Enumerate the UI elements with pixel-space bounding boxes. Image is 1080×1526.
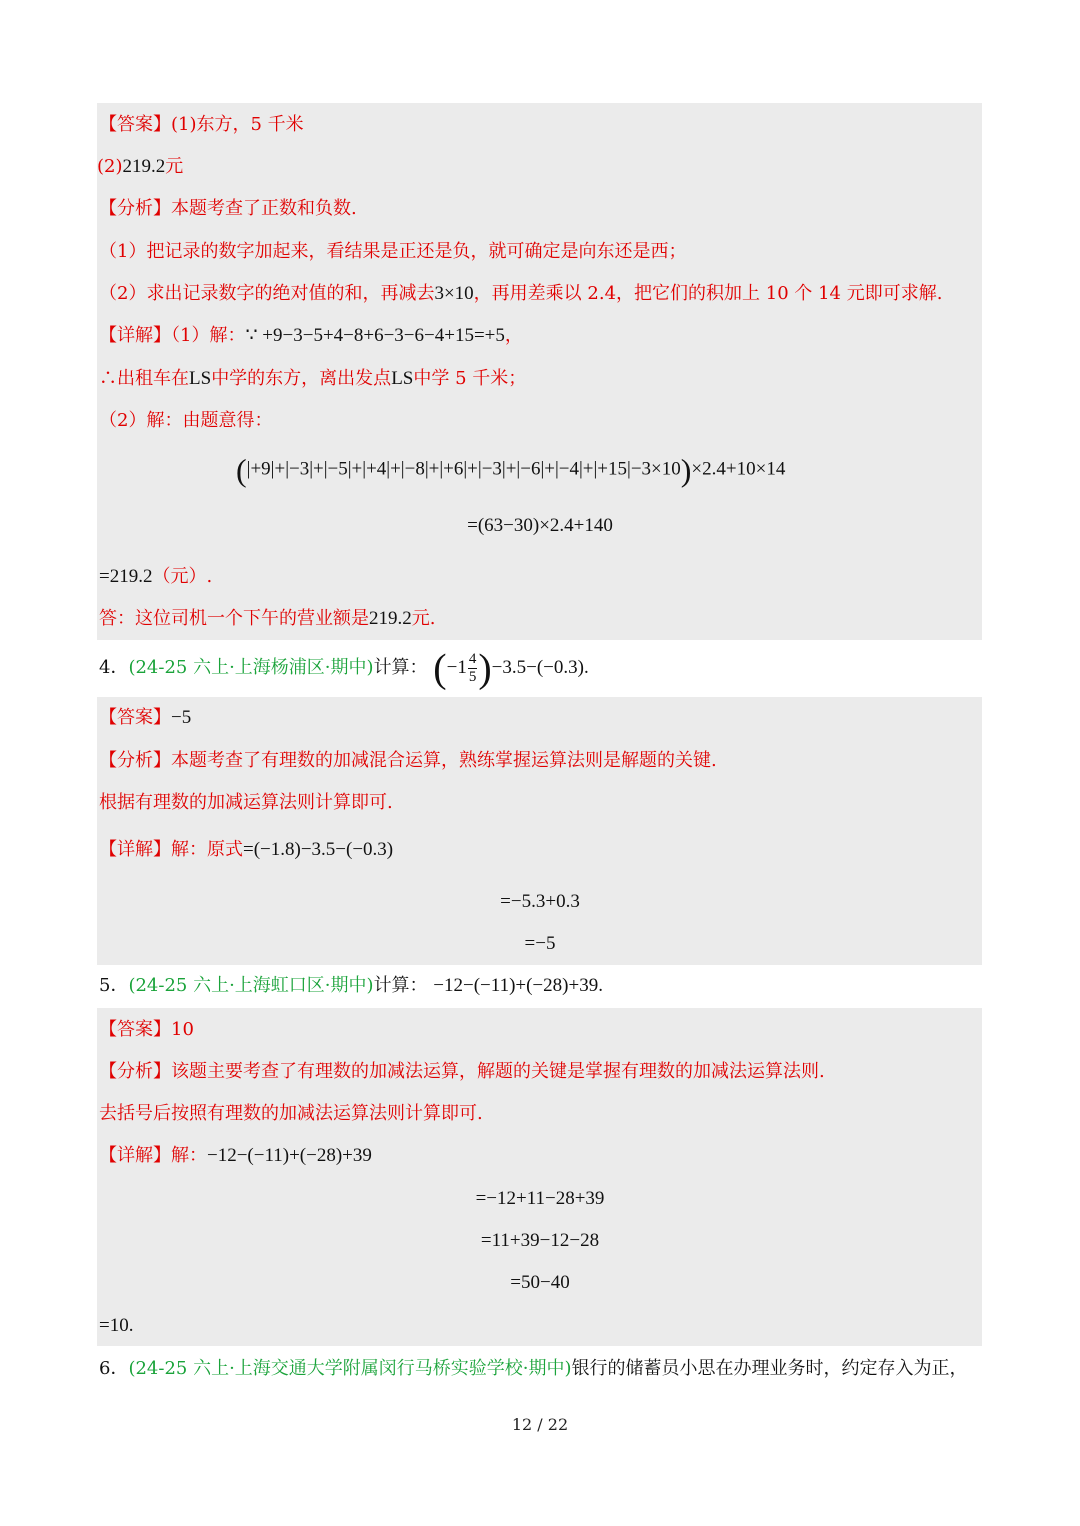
eq3-value: =219.2 [99, 566, 153, 587]
answer-box-q4 [97, 697, 982, 965]
fraction-numerator: 4 [468, 651, 477, 668]
step-4-end: . [128, 1315, 134, 1336]
q4-answer-line [99, 705, 191, 731]
detail-1-post: ， [504, 325, 523, 346]
detail-2-pre: ∴出租车在 [99, 368, 189, 389]
answer-unit: 元 [165, 156, 184, 177]
question-source: (24-25 六上·上海杨浦区·期中) [128, 657, 374, 678]
fraction [468, 651, 478, 686]
question-prompt: 计算： [373, 657, 428, 678]
eq1-open-paren: ( [236, 452, 247, 488]
question-source: (24-25 六上·上海虹口区·期中) [128, 975, 374, 996]
q5-step-3: =50−40 [510, 1272, 570, 1293]
answer-label: 【答案】 [99, 1019, 171, 1040]
q4-step-1: =−5.3+0.3 [500, 891, 580, 912]
q5-analysis-2: 去括号后按照有理数的加减法运算法则计算即可. [99, 1103, 483, 1124]
q4-analysis-line [99, 748, 717, 774]
detail-label: 【详解】 [99, 839, 171, 860]
q3-final-answer [99, 606, 435, 632]
q5-step-4 [99, 1313, 133, 1339]
detail-math: =(−1.8)−3.5−(−0.3) [243, 839, 394, 860]
eq1-body: |+9|+|−3|+|−5|+|+4|+|−8|+|+6|+|−3|+|−6|+|−4|+|+15|−3×10 [246, 458, 681, 480]
answer-value: −5 [171, 707, 192, 728]
analysis-2-math: 3×10 [434, 283, 474, 304]
analysis-2-pre: （2）求出记录数字的绝对值的和，再减去 [99, 283, 435, 304]
mixed-whole: −1 [446, 657, 467, 678]
question-expression: (−1 $\frac{4}{5}$ )−3.5−(−0.3). [433, 645, 589, 691]
final-value: 219.2 [369, 608, 412, 629]
q5-step-1: =−12+11−28+39 [475, 1188, 605, 1209]
detail-pre: 解：原式 [171, 839, 243, 860]
expression-tail: −3.5−(−0.3) [491, 657, 584, 678]
question-number: 6． [99, 1358, 129, 1379]
q5-detail-line [99, 1143, 372, 1169]
q3-analysis-1: （1）把记录的数字加起来，看结果是正还是负，就可确定是向东还是西； [99, 241, 687, 262]
expression-end: . [583, 657, 589, 678]
analysis-2-post: ，再用差乘以 2.4，把它们的积加上 10 个 14 元即可求解. [473, 283, 943, 304]
answer-text: (1)东方，5 千米 [171, 114, 304, 135]
analysis-label: 【分析】 [99, 750, 171, 771]
detail-1-pre: （1）解： [171, 325, 246, 346]
analysis-label: 【分析】 [99, 198, 171, 219]
final-post: 元. [411, 608, 436, 629]
q3-detail-1 [99, 323, 523, 349]
q3-detail-2 [99, 366, 526, 392]
answer-label: 【答案】 [99, 707, 171, 728]
detail-1-math: ∵ +9−3−5+4−8+6−3−6−4+15=+5 [245, 325, 505, 346]
page-number: 12 / 22 [511, 1415, 569, 1434]
question-text: 银行的储蓄员小思在办理业务时，约定存入为正， [571, 1358, 968, 1379]
question-prompt: 计算： [373, 975, 428, 996]
q5-step-2: =11+39−12−28 [480, 1230, 600, 1251]
eq3-unit: （元）. [152, 566, 213, 587]
question-source: (24-25 六上·上海交通大学附属闵行马桥实验学校·期中) [128, 1358, 572, 1379]
q3-equation-3 [99, 564, 212, 590]
analysis-text: 该题主要考查了有理数的加减法运算，解题的关键是掌握有理数的加减法运算法则. [171, 1061, 825, 1082]
expression-end: . [598, 975, 603, 996]
analysis-text: 本题考查了有理数的加减混合运算，熟练掌握运算法则是解题的关键. [171, 750, 717, 771]
q5-answer-line [99, 1017, 194, 1043]
detail-2-post: 中学 5 千米； [413, 368, 527, 389]
analysis-text: 本题考查了正数和负数. [171, 198, 357, 219]
detail-2-ls1: LS [189, 368, 212, 389]
answer-value: 219.2 [122, 156, 166, 177]
final-pre: 答：这位司机一个下午的营业额是 [99, 608, 369, 629]
detail-2-ls2: LS [391, 368, 414, 389]
q3-analysis-2 [99, 281, 942, 307]
q3-equation-2: =(63−30)×2.4+140 [467, 515, 613, 536]
step-4-value: =10 [99, 1315, 129, 1336]
detail-pre: 解： [171, 1145, 207, 1166]
answer-value: 10 [171, 1019, 194, 1040]
detail-label: 【详解】 [99, 325, 171, 346]
q3-answer-line [99, 112, 304, 138]
eq1-tail: ×2.4+10×14 [691, 458, 786, 480]
q5-analysis-line [99, 1059, 825, 1085]
answer-label: 【答案】 [99, 114, 171, 135]
q3-detail-3: （2）解：由题意得： [99, 410, 273, 431]
q4-analysis-2: 根据有理数的加减运算法则计算即可. [99, 792, 393, 813]
question-number: 5． [99, 975, 129, 996]
q3-analysis-line [99, 196, 357, 222]
eq1-close-paren: ) [680, 452, 692, 488]
q4-question [99, 646, 589, 690]
q5-question [99, 973, 603, 999]
fraction-denominator: 5 [468, 669, 477, 686]
question-expression: −12−(−11)+(−28)+39 [433, 975, 599, 996]
question-number: 4． [99, 657, 129, 678]
q3-equation-1 [236, 450, 785, 490]
answer-part-label: (2) [97, 156, 123, 177]
q4-step-2: =−5 [524, 933, 556, 954]
q6-question [99, 1356, 968, 1382]
detail-2-mid: 中学的东方，离出发点 [211, 368, 392, 389]
detail-label: 【详解】 [99, 1145, 171, 1166]
q4-detail-line [99, 837, 393, 863]
q3-answer-line-2 [97, 154, 183, 180]
detail-math: −12−(−11)+(−28)+39 [207, 1145, 372, 1166]
analysis-label: 【分析】 [99, 1061, 171, 1082]
